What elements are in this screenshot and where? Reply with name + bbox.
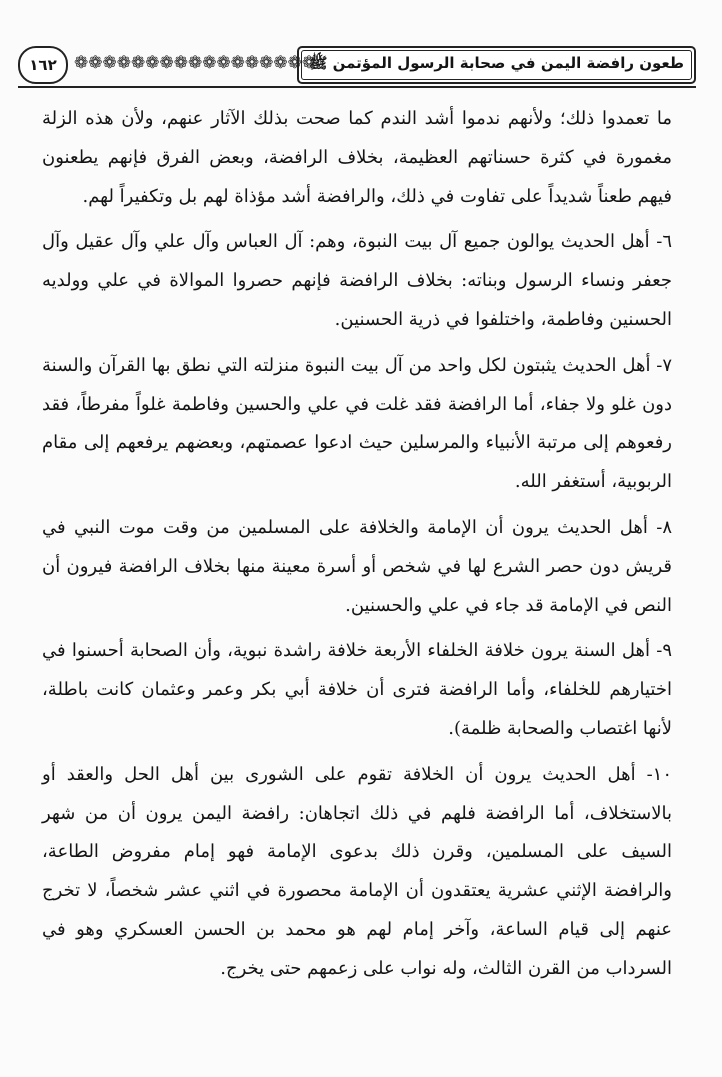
header-rule	[18, 86, 696, 88]
page-header	[18, 40, 696, 88]
paragraph-item-9: ٩- أهل السنة يرون خلافة الخلفاء الأربعة خلافة راشدة نبوية، وأن الصحابة أحسنوا في اختيارهم للخلفاء، وأما الرافضة فترى أن خلافة أبي بكر وعمر وعثمان كانت باطلة، لأنها اغتصاب والصحابة ظلمة).	[42, 640, 672, 739]
paragraph-item-7: ٧- أهل الحديث يثبتون لكل واحد من آل بيت النبوة منزلته التي نطق بها القرآن والسنة دون غلو ولا جفاء، أما الرافضة فقد غلت في علي والحسين وفاطمة غلواً مفرطاً، فقد رفعوهم إلى مرتبة الأنبياء والمرسلين حيث ادعوا عصمتهم، وبعضهم يرفعهم إلى مقام الربوبية، أستغفر الله.	[42, 354, 672, 493]
paragraph-item-10: ١٠- أهل الحديث يرون أن الخلافة تقوم على الشورى بين أهل الحل والعقد أو بالاستخلاف، أما الرافضة فلهم في ذلك اتجاهان: رافضة اليمن يرون أن من شهر السيف على المسلمين، وقرن ذلك بدعوى الإمامة فهو إمام مفروض الطاعة، والرافضة الإثني عشرية يعتقدون أن الإمامة محصورة في اثني عشر شخصاً، لا تخرج عنهم إلى قيام الساعة، وآخر إمام لهم هو محمد بن الحسن العسكري وهو في السرداب من القرن الثالث، وله نواب على زعمهم حتى يخرج.	[42, 763, 672, 979]
running-title-text: طعون رافضة اليمن في صحابة الرسول المؤتمن ﷺ	[309, 54, 684, 72]
page-number: ١٦٢	[18, 46, 68, 84]
body-text	[42, 100, 672, 996]
paragraph-1: ما تعمدوا ذلك؛ ولأنهم ندموا أشد الندم كما صحت بذلك الآثار عنهم، ولأن هذه الزلة مغمورة في كثرة حسناتهم العظيمة، بخلاف الرافضة، وبعض الفرق فإنهم يطعنون فيهم طعناً شديداً على تفاوت في ذلك، والرافضة أشد مؤذاة لهم بل وتكفيراً لهم.	[42, 108, 672, 207]
paragraph-item-8: ٨- أهل الحديث يرون أن الإمامة والخلافة على المسلمين من وقت موت النبي في قريش دون حصر الشرع لها في شخص أو أسرة معينة منها بخلاف الرافضة فيرون أن النص في الإمامة قد جاء في علي والحسنين.	[42, 516, 672, 616]
paragraph-item-6: ٦- أهل الحديث يوالون جميع آل بيت النبوة، وهم: آل العباس وآل علي وآل عقيل وآل جعفر ونساء الرسول وبناته: بخلاف الرافضة فإنهم حصروا الموالاة في علي وولديه الحسنين وفاطمة، واختلفوا في ذرية الحسنين.	[42, 231, 673, 330]
header-ornament: ❁❁❁❁❁❁❁❁❁❁❁❁❁❁❁❁❁	[74, 53, 317, 73]
